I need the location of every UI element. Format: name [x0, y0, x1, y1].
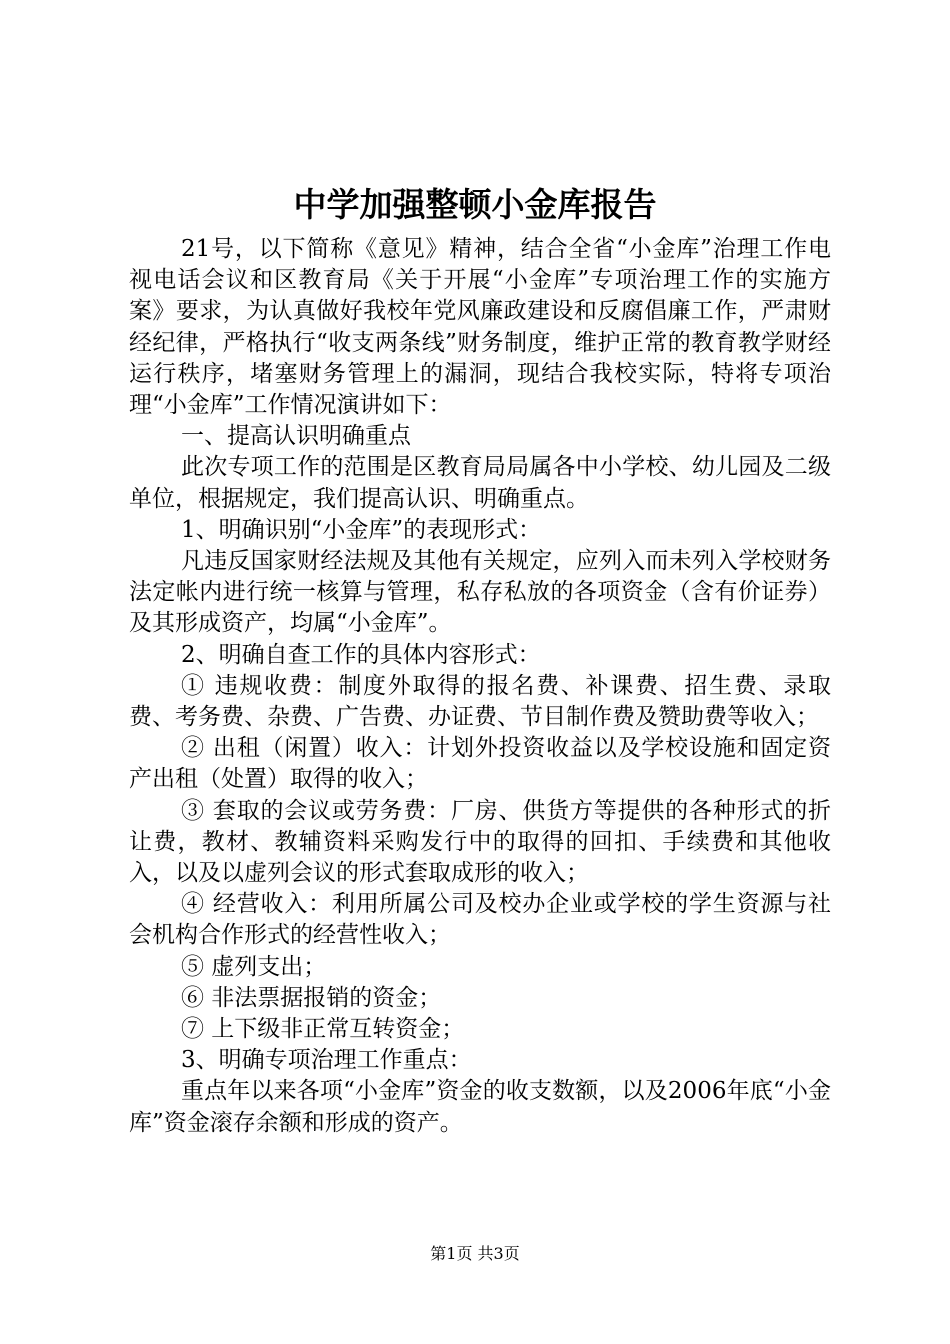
- list-item-5: ⑤ 虚列支出；: [181, 953, 327, 980]
- list-item-6: ⑥ 非法票据报销的资金；: [181, 984, 442, 1011]
- subheading-1: 1、明确识别“小金库”的表现形式：: [181, 516, 542, 543]
- document-body: [129, 234, 831, 1139]
- list-item-2: ② 出租（闲置）收入：计划外投资收益以及学校设施和固定资产出租（处置）取得的收入；: [129, 735, 831, 793]
- section-heading-1: 一、提高认识明确重点: [181, 423, 411, 450]
- paragraph-definition: 凡违反国家财经法规及其他有关规定，应列入而未列入学校财务法定帐内进行统一核算与管理，私存私放的各项资金（含有价证券）及其形成资产，均属“小金库”。: [129, 548, 831, 637]
- document-title: 中学加强整顿小金库报告: [293, 185, 657, 224]
- page-number-footer: 第1页 共3页: [430, 1244, 520, 1263]
- subheading-2: 2、明确自查工作的具体内容形式：: [181, 641, 541, 668]
- list-item-4: ④ 经营收入：利用所属公司及校办企业或学校的学生资源与社会机构合作形式的经营性收入；: [129, 891, 831, 949]
- paragraph-focus: 重点年以来各项“小金库”资金的收支数额，以及2006年底“小金库”资金滚存余额和形成的资产。: [129, 1078, 831, 1136]
- list-item-3: ③ 套取的会议或劳务费：厂房、供货方等提供的各种形式的折让费，教材、教辅资料采购发行中的取得的回扣、手续费和其他收入，以及以虚列会议的形式套取成形的收入；: [129, 797, 831, 887]
- list-item-1: ① 违规收费：制度外取得的报名费、补课费、招生费、录取费、考务费、杂费、广告费、办证费、节目制作费及赞助费等收入；: [129, 672, 831, 731]
- paragraph-intro: 21号，以下简称《意见》精神，结合全省“小金库”治理工作电视电话会议和区教育局《关于开展“小金库”专项治理工作的实施方案》要求，为认真做好我校年党风廉政建设和反腐倡廉工作，严肃财经纪律，严格执行“收支两条线”财务制度，维护正常的教育教学财经运行秩序，堵塞财务管理上的漏洞，现结合我校实际，特将专项治理“小金库”工作情况演讲如下：: [129, 236, 831, 419]
- list-item-7: ⑦ 上下级非正常互转资金；: [181, 1016, 465, 1043]
- subheading-3: 3、明确专项治理工作重点：: [181, 1047, 472, 1074]
- paragraph-scope: 此次专项工作的范围是区教育局局属各中小学校、幼儿园及二级单位，根据规定，我们提高认识、明确重点。: [129, 454, 831, 512]
